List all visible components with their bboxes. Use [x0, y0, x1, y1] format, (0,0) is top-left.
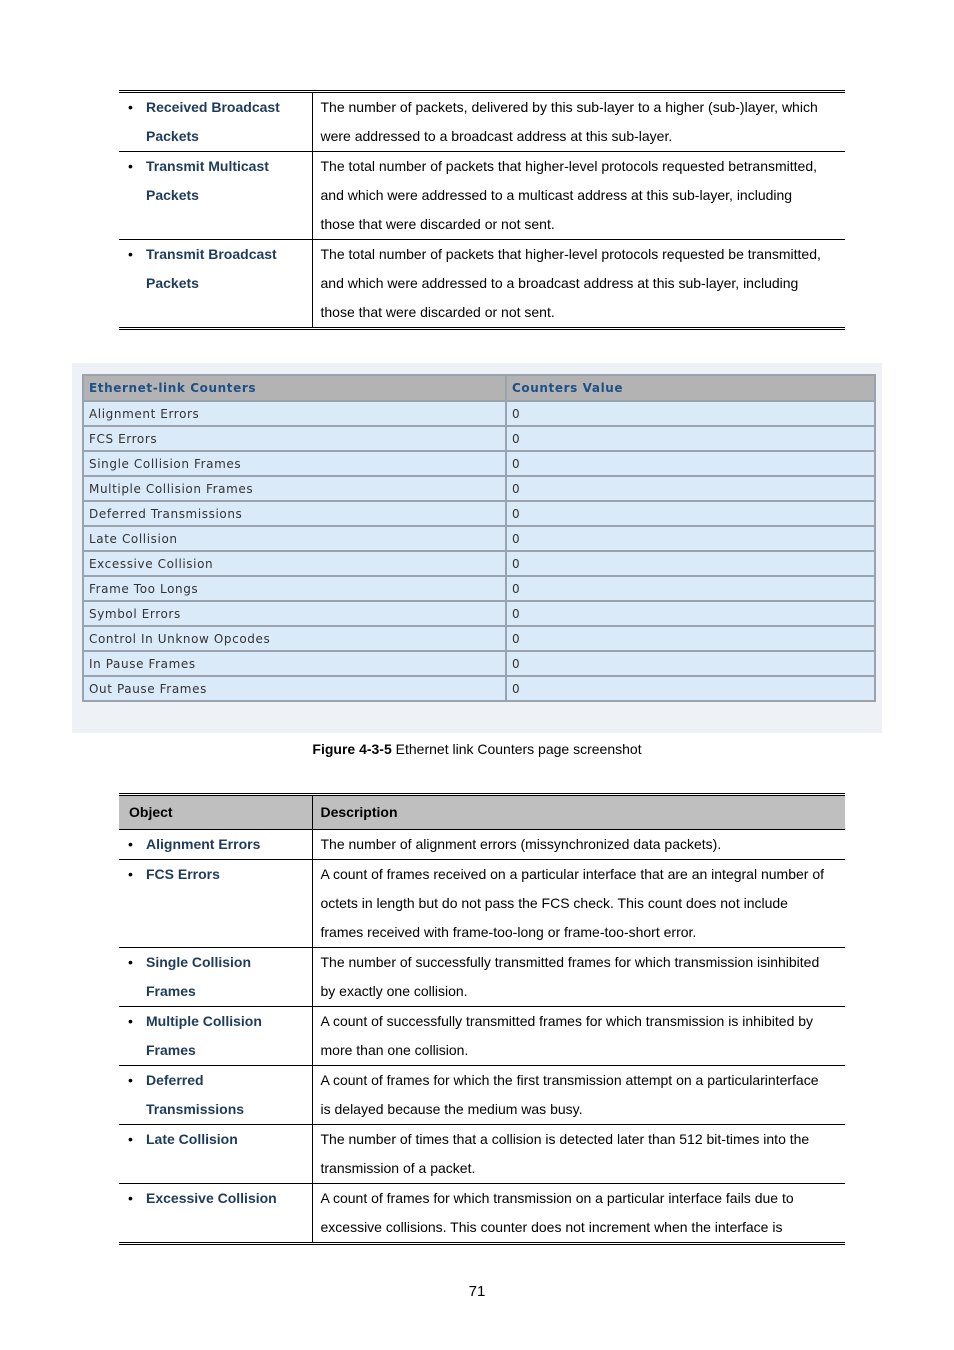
- counter-value: 0: [506, 626, 875, 651]
- object-column-header: Object: [119, 795, 312, 830]
- counter-value: 0: [506, 601, 875, 626]
- description-line: The number of packets, delivered by this sub-layer to a higher (sub-)layer, which: [320, 99, 818, 115]
- object-term-line: Packets: [146, 128, 199, 144]
- counter-name: Excessive Collision: [83, 551, 506, 576]
- description-line: and which were addressed to a broadcast address at this sub-layer, including: [320, 275, 799, 291]
- object-term: [119, 240, 312, 298]
- table-row: [119, 830, 845, 860]
- counter-row: [83, 676, 875, 701]
- object-cell: [119, 948, 312, 1007]
- description-line: A count of frames received on a particular interface that are an integral number of: [320, 866, 825, 882]
- bullet-icon: •: [128, 1013, 133, 1029]
- description-cell: [312, 1007, 845, 1066]
- description-line: by exactly one collision.: [320, 983, 468, 999]
- counters-name-header: Ethernet-link Counters: [83, 375, 506, 401]
- description-line: excessive collisions. This counter does not increment when the interface is: [320, 1219, 783, 1235]
- counter-row: [83, 626, 875, 651]
- counter-name: In Pause Frames: [83, 651, 506, 676]
- object-term: [119, 1125, 312, 1154]
- counters-value-header: Counters Value: [506, 375, 875, 401]
- counter-value: 0: [506, 576, 875, 601]
- table-row: [119, 1125, 845, 1184]
- object-term-line: Multiple Collision: [146, 1013, 262, 1029]
- table-row: [119, 152, 845, 240]
- description-line: The total number of packets that higher-level protocols requested be transmitted,: [320, 246, 821, 262]
- counter-row: [83, 576, 875, 601]
- description-line: more than one collision.: [320, 1042, 469, 1058]
- description-line: The number of times that a collision is detected later than 512 bit-times into the: [320, 1131, 810, 1147]
- table-row: [119, 92, 845, 152]
- counter-value: 0: [506, 401, 875, 426]
- object-term-line: Frames: [146, 1042, 196, 1058]
- description-line: A count of successfully transmitted frames for which transmission is inhibited by: [320, 1013, 814, 1029]
- table-row: [119, 1066, 845, 1125]
- counter-value: 0: [506, 451, 875, 476]
- description-line: those that were discarded or not sent.: [320, 216, 555, 232]
- counter-name: Symbol Errors: [83, 601, 506, 626]
- desc-header-row: [119, 795, 845, 830]
- counter-value: 0: [506, 551, 875, 576]
- counter-value: 0: [506, 426, 875, 451]
- bullet-icon: •: [128, 1190, 133, 1206]
- object-term-line: Single Collision: [146, 954, 252, 970]
- description-column-header: Description: [312, 795, 845, 830]
- description-line: A count of frames for which the first transmission attempt on a particularinterface: [320, 1072, 819, 1088]
- bullet-icon: •: [128, 99, 133, 115]
- description-line: transmission of a packet.: [320, 1160, 476, 1176]
- table-row: [119, 240, 845, 329]
- counters-header-row: [83, 375, 875, 401]
- description-line: and which were addressed to a multicast address at this sub-layer, including: [320, 187, 793, 203]
- table-row: [119, 860, 845, 948]
- object-term-line: Packets: [146, 187, 199, 203]
- description-line: The number of alignment errors (missynchronized data packets).: [320, 836, 722, 852]
- object-cell: [119, 1184, 312, 1244]
- object-term: [119, 948, 312, 1006]
- counter-name: Alignment Errors: [83, 401, 506, 426]
- object-term-line: Packets: [146, 275, 199, 291]
- counter-name: Frame Too Longs: [83, 576, 506, 601]
- description-line: those that were discarded or not sent.: [320, 304, 555, 320]
- object-cell: [119, 240, 312, 329]
- description-cell: [312, 860, 845, 948]
- counter-name: FCS Errors: [83, 426, 506, 451]
- counter-name: Multiple Collision Frames: [83, 476, 506, 501]
- description-cell: [312, 92, 845, 152]
- figure-label: Figure 4-3-5: [312, 741, 392, 757]
- description-cell: [312, 152, 845, 240]
- object-cell: [119, 1066, 312, 1125]
- object-term: [119, 93, 312, 151]
- description-line: octets in length but do not pass the FCS check. This count does not include: [320, 895, 788, 911]
- object-cell: [119, 1125, 312, 1184]
- bullet-icon: •: [128, 1131, 133, 1147]
- description-line: is delayed because the medium was busy.: [320, 1101, 583, 1117]
- description-line: The number of successfully transmitted frames for which transmission isinhibited: [320, 954, 820, 970]
- bullet-icon: •: [128, 158, 133, 174]
- table-row: [119, 948, 845, 1007]
- bullet-icon: •: [128, 954, 133, 970]
- bullet-icon: •: [128, 866, 133, 882]
- object-cell: [119, 1007, 312, 1066]
- object-term-line: Late Collision: [146, 1131, 238, 1147]
- counter-name: Control In Unknow Opcodes: [83, 626, 506, 651]
- object-term-line: Deferred: [146, 1072, 204, 1088]
- counter-value: 0: [506, 501, 875, 526]
- object-term-line: Transmit Broadcast: [146, 246, 277, 262]
- object-cell: [119, 152, 312, 240]
- counter-row: [83, 476, 875, 501]
- figure-caption: [0, 741, 954, 757]
- counter-row: [83, 451, 875, 476]
- description-cell: [312, 948, 845, 1007]
- bullet-icon: •: [128, 836, 133, 852]
- description-line: were addressed to a broadcast address at this sub-layer.: [320, 128, 673, 144]
- bullet-icon: •: [128, 1072, 133, 1088]
- description-cell: [312, 240, 845, 329]
- counter-row: [83, 651, 875, 676]
- object-term-line: Transmissions: [146, 1101, 245, 1117]
- page-number: 71: [468, 1283, 486, 1300]
- object-cell: [119, 830, 312, 860]
- counter-name: Out Pause Frames: [83, 676, 506, 701]
- figure-caption-text: Ethernet link Counters page screenshot: [391, 741, 642, 757]
- object-cell: [119, 860, 312, 948]
- object-cell: [119, 92, 312, 152]
- counter-name: Late Collision: [83, 526, 506, 551]
- object-term-line: Alignment Errors: [146, 836, 261, 852]
- object-term: [119, 1007, 312, 1065]
- description-cell: [312, 1125, 845, 1184]
- object-term: [119, 152, 312, 210]
- table-row: [119, 1007, 845, 1066]
- object-description-table: [119, 793, 845, 1245]
- description-cell: [312, 830, 845, 860]
- counter-value: 0: [506, 651, 875, 676]
- object-term-line: Excessive Collision: [146, 1190, 277, 1206]
- object-term-line: Frames: [146, 983, 196, 999]
- object-term-line: Transmit Multicast: [146, 158, 269, 174]
- object-term-line: Received Broadcast: [146, 99, 280, 115]
- table-row: [119, 1184, 845, 1244]
- counter-row: [83, 551, 875, 576]
- ethernet-link-counters-table: [82, 374, 876, 702]
- counter-value: 0: [506, 676, 875, 701]
- counter-row: [83, 426, 875, 451]
- counter-name: Deferred Transmissions: [83, 501, 506, 526]
- top-description-table: [119, 90, 845, 330]
- counter-row: [83, 601, 875, 626]
- object-term: [119, 1184, 312, 1213]
- description-cell: [312, 1066, 845, 1125]
- object-term: [119, 830, 312, 859]
- description-line: The total number of packets that higher-level protocols requested betransmitted,: [320, 158, 817, 174]
- counter-row: [83, 526, 875, 551]
- counter-value: 0: [506, 526, 875, 551]
- object-term-line: FCS Errors: [146, 866, 220, 882]
- bullet-icon: •: [128, 246, 133, 262]
- object-term: [119, 860, 312, 889]
- counter-row: [83, 501, 875, 526]
- description-cell: [312, 1184, 845, 1244]
- counter-row: [83, 401, 875, 426]
- description-line: frames received with frame-too-long or frame-too-short error.: [320, 924, 697, 940]
- object-term: [119, 1066, 312, 1124]
- counter-name: Single Collision Frames: [83, 451, 506, 476]
- description-line: A count of frames for which transmission on a particular interface fails due to: [320, 1190, 794, 1206]
- counter-value: 0: [506, 476, 875, 501]
